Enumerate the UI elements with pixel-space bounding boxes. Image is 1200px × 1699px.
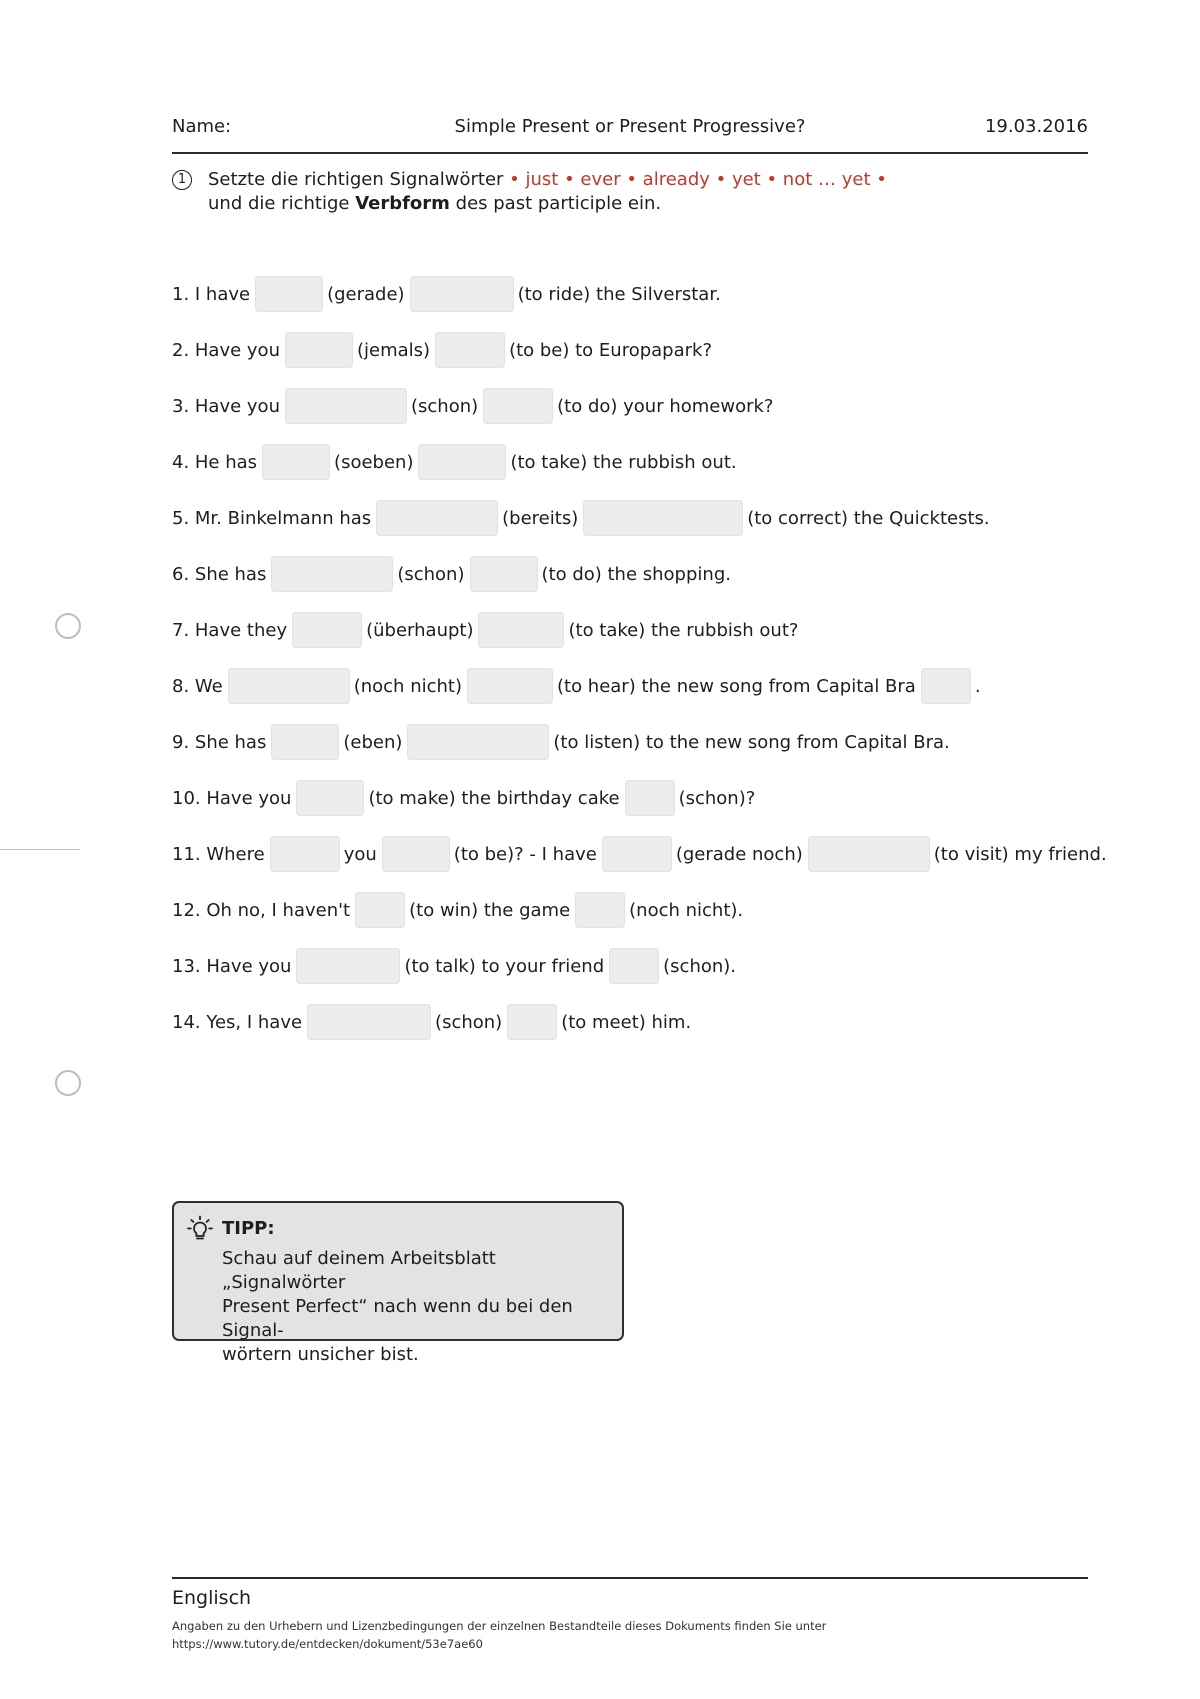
- task-text: [208, 168, 1088, 216]
- lightbulb-icon: [186, 1215, 214, 1243]
- exercise-text: (schon).: [663, 955, 737, 977]
- exercise-row: [172, 602, 1172, 658]
- exercise-text: (to listen) to the new song from Capital Bra.: [553, 731, 950, 753]
- worksheet-header: [172, 112, 1088, 154]
- exercise-text: (eben): [343, 731, 403, 753]
- exercise-row: [172, 882, 1172, 938]
- tip-label: TIPP:: [222, 1218, 275, 1239]
- answer-blank[interactable]: [296, 948, 400, 984]
- answer-blank[interactable]: [296, 780, 364, 816]
- task-line1-text: Setzte die richtigen Signalwörter: [208, 169, 504, 190]
- exercise-row: [172, 546, 1172, 602]
- exercise-text: (soeben): [334, 451, 414, 473]
- task-line2-bold: Verbform: [355, 193, 450, 214]
- exercise-text: 9. She has: [172, 731, 267, 753]
- answer-blank[interactable]: [921, 668, 971, 704]
- exercise-text: 3. Have you: [172, 395, 280, 417]
- page-footer: [172, 1577, 1088, 1653]
- answer-blank[interactable]: [583, 500, 743, 536]
- exercise-text: (to take) the rubbish out.: [510, 451, 737, 473]
- exercise-text: 13. Have you: [172, 955, 292, 977]
- task-line2-suffix: des past participle ein.: [449, 193, 662, 214]
- exercise-row: [172, 266, 1172, 322]
- exercise-text: (to do) your homework?: [557, 395, 774, 417]
- task-line2-prefix: und die richtige: [208, 193, 356, 214]
- answer-blank[interactable]: [609, 948, 659, 984]
- answer-blank[interactable]: [467, 668, 553, 704]
- exercise-text: (to ride) the Silverstar.: [517, 283, 721, 305]
- tip-box: [172, 1201, 624, 1365]
- exercise-text: (noch nicht).: [629, 899, 744, 921]
- answer-blank[interactable]: [271, 724, 339, 760]
- exercise-text: 6. She has: [172, 563, 267, 585]
- exercise-list: [172, 266, 1172, 1050]
- answer-blank[interactable]: [262, 444, 330, 480]
- license-note: [172, 1617, 1088, 1653]
- exercise-text: (to win) the game: [409, 899, 571, 921]
- exercise-text: (schon): [410, 395, 479, 417]
- exercise-text: 11. Where: [172, 843, 265, 865]
- exercise-text: (to do) the shopping.: [541, 563, 731, 585]
- exercise-text: (schon)?: [678, 787, 756, 809]
- answer-blank[interactable]: [228, 668, 350, 704]
- exercise-text: (gerade): [327, 283, 405, 305]
- fold-line-marker: [0, 849, 80, 850]
- exercise-text: (überhaupt): [366, 619, 474, 641]
- tip-line-3: wörtern unsicher bist.: [222, 1344, 419, 1365]
- answer-blank[interactable]: [271, 556, 393, 592]
- exercise-text: 5. Mr. Binkelmann has: [172, 507, 372, 529]
- exercise-text: (to take) the rubbish out?: [568, 619, 799, 641]
- exercise-text: 4. He has: [172, 451, 258, 473]
- signal-words: • just • ever • already • yet • not … yet •: [509, 169, 887, 190]
- exercise-row: [172, 938, 1172, 994]
- exercise-text: (jemals): [356, 339, 431, 361]
- license-url: https://www.tutory.de/entdecken/dokument/53e7ae60: [172, 1637, 483, 1651]
- exercise-row: [172, 714, 1172, 770]
- exercise-text: 10. Have you: [172, 787, 292, 809]
- answer-blank[interactable]: [376, 500, 498, 536]
- tip-line-2: Present Perfect“ nach wenn du bei den Signal-: [222, 1296, 573, 1341]
- answer-blank[interactable]: [418, 444, 506, 480]
- exercise-text: (to talk) to your friend: [404, 955, 605, 977]
- tip-line-1: Schau auf deinem Arbeitsblatt „Signalwörter: [222, 1248, 496, 1293]
- exercise-text: 12. Oh no, I haven't: [172, 899, 351, 921]
- answer-blank[interactable]: [410, 276, 514, 312]
- answer-blank[interactable]: [507, 1004, 557, 1040]
- exercise-text: (to be)? - I have: [453, 843, 597, 865]
- exercise-text: (to hear) the new song from Capital Bra: [556, 675, 916, 697]
- answer-blank[interactable]: [382, 836, 450, 872]
- exercise-row: [172, 826, 1172, 882]
- punch-hole-marker: [55, 1070, 81, 1096]
- answer-blank[interactable]: [255, 276, 323, 312]
- worksheet-title: Simple Present or Present Progressive?: [454, 116, 806, 137]
- exercise-text: (to be) to Europapark?: [509, 339, 713, 361]
- exercise-row: [172, 770, 1172, 826]
- answer-blank[interactable]: [470, 556, 538, 592]
- answer-blank[interactable]: [625, 780, 675, 816]
- answer-blank[interactable]: [602, 836, 672, 872]
- exercise-text: (to visit) my friend.: [933, 843, 1107, 865]
- exercise-text: .: [974, 675, 981, 697]
- punch-hole-marker: [55, 613, 81, 639]
- answer-blank[interactable]: [575, 892, 625, 928]
- answer-blank[interactable]: [407, 724, 549, 760]
- answer-blank[interactable]: [307, 1004, 431, 1040]
- exercise-text: (to make) the birthday cake: [368, 787, 620, 809]
- exercise-row: [172, 490, 1172, 546]
- answer-blank[interactable]: [478, 612, 564, 648]
- answer-blank[interactable]: [483, 388, 553, 424]
- exercise-text: 1. I have: [172, 283, 251, 305]
- answer-blank[interactable]: [285, 332, 353, 368]
- task-instruction: [172, 168, 1088, 216]
- exercise-text: you: [343, 843, 377, 865]
- exercise-row: [172, 322, 1172, 378]
- tip-text: [222, 1247, 622, 1367]
- answer-blank[interactable]: [292, 612, 362, 648]
- exercise-text: 2. Have you: [172, 339, 280, 361]
- answer-blank[interactable]: [285, 388, 407, 424]
- task-number-badge: 1: [172, 170, 192, 190]
- exercise-row: [172, 434, 1172, 490]
- answer-blank[interactable]: [435, 332, 505, 368]
- exercise-text: (schon): [435, 1011, 503, 1033]
- exercise-text: (bereits): [502, 507, 579, 529]
- subject-label: Englisch: [172, 1587, 252, 1609]
- exercise-row: [172, 378, 1172, 434]
- license-line-1: Angaben zu den Urhebern und Lizenzbedingungen der einzelnen Bestandteile dieses Dokuments finden Sie unter: [172, 1619, 827, 1633]
- exercise-text: (schon): [397, 563, 465, 585]
- exercise-row: [172, 994, 1172, 1050]
- exercise-text: 7. Have they: [172, 619, 288, 641]
- exercise-text: (noch nicht): [353, 675, 462, 697]
- exercise-text: 14. Yes, I have: [172, 1011, 303, 1033]
- exercise-text: (gerade noch): [675, 843, 803, 865]
- worksheet-date: 19.03.2016: [984, 116, 1088, 137]
- exercise-text: (to correct) the Quicktests.: [747, 507, 990, 529]
- answer-blank[interactable]: [808, 836, 930, 872]
- exercise-row: [172, 658, 1172, 714]
- name-label: Name:: [172, 116, 232, 137]
- exercise-text: (to meet) him.: [561, 1011, 692, 1033]
- exercise-text: 8. We: [172, 675, 223, 697]
- answer-blank[interactable]: [355, 892, 405, 928]
- answer-blank[interactable]: [270, 836, 340, 872]
